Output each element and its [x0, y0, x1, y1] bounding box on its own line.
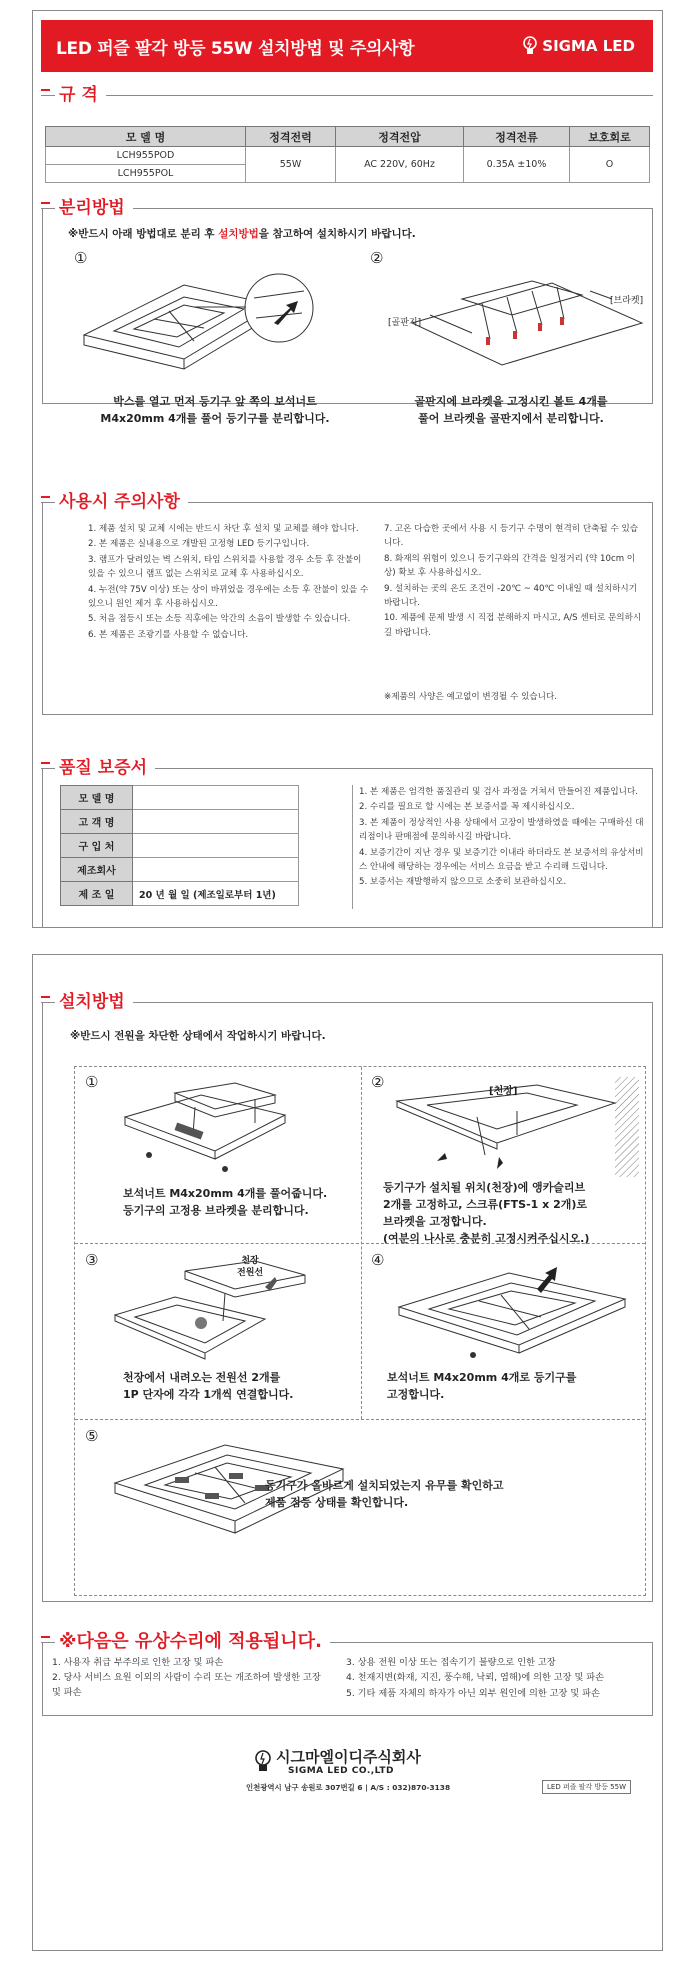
- repair-item: 1. 사용자 취급 부주의로 인한 고장 및 파손: [52, 1657, 224, 1668]
- model-cell: LCH955POD: [46, 147, 246, 165]
- cautions-list-right: [384, 522, 646, 641]
- install-step-4-illustration: [389, 1259, 639, 1364]
- separation-step-1-number: ①: [74, 249, 88, 267]
- separation-step-1-illustration: [74, 263, 356, 381]
- bracket-label: [브라켓]: [610, 296, 644, 306]
- spec-col-current: 정격전류: [464, 127, 570, 147]
- spec-row: [46, 147, 650, 165]
- install-step-5-number: ⑤: [85, 1427, 99, 1445]
- install-step-3-caption: 천장에서 내려오는 전원선 2개를 1P 단자에 각각 1개씩 연결합니다.: [123, 1371, 294, 1401]
- install-step-2-caption: 등기구가 설치될 위치(천장)에 앵카슬리브 2개를 고정하고, 스크류(FTS-1 x 2개)로 브라켓을 고정합니다. (여분의 나사로 충분히 고정시켜주십시오.): [383, 1181, 590, 1245]
- current-cell: 0.35A ±10%: [464, 147, 570, 183]
- install-step-1-illustration: [105, 1081, 305, 1179]
- warranty-row-label: 구 입 처: [61, 834, 133, 858]
- brand-logo: [522, 36, 635, 56]
- repair-item: 4. 천재지변(화재, 지진, 풍수해, 낙뢰, 염해)에 의한 고장 및 파손: [346, 1672, 605, 1684]
- warranty-row-value[interactable]: [133, 810, 299, 834]
- install-step-5-caption: 등기구가 올바르게 설치되었는지 유무를 확인하고 제품 점등 상태를 확인합니다.: [265, 1479, 504, 1509]
- cautions-list-left: [88, 522, 370, 643]
- separation-heading: 분리방법: [55, 196, 133, 220]
- caution-item: 6. 본 제품은 조광기를 사용할 수 없습니다.: [88, 629, 249, 640]
- warranty-term: 1. 본 제품은 엄격한 품질관리 및 검사 과정을 거쳐서 만들어진 제품입니다.: [359, 787, 638, 797]
- warranty-row: [61, 810, 299, 834]
- repair-list-left: [52, 1656, 328, 1701]
- board-label: [골판지]: [388, 318, 422, 328]
- separation-step-1-caption: 박스를 열고 먼저 등기구 앞 쪽의 보석너트 M4x20mm 4개를 풀어 등기구를 분리합니다.: [100, 395, 330, 425]
- brand-name: SIGMA LED: [542, 37, 635, 55]
- voltage-cell: AC 220V, 60Hz: [336, 147, 464, 183]
- bulb-icon: [522, 36, 538, 56]
- company-name-kr: 시그마엘이디주식회사: [276, 1748, 421, 1766]
- repair-item: 5. 기타 제품 자체의 하자가 아닌 외부 원인에 의한 고장 및 파손: [346, 1687, 600, 1699]
- caution-item: 3. 램프가 달려있는 벽 스위치, 타임 스위치를 사용할 경우 소등 후 잔불이 있을 수 있으니 램프 없는 스위치로 교체 후 사용하십시오.: [88, 554, 362, 580]
- separation-note: ※반드시 아래 방법대로 분리 후 설치방법을 참고하여 설치하시기 바랍니다.: [68, 228, 416, 240]
- separation-step-2-number: ②: [370, 249, 384, 267]
- warranty-row-label: 제 조 일: [61, 882, 133, 906]
- spec-col-voltage: 정격전압: [336, 127, 464, 147]
- caution-item: 8. 화재의 위험이 있으니 등기구와의 간격을 일정거리 (약 10cm 이상) 확보 후 사용하십시오.: [384, 553, 636, 579]
- warranty-terms: [352, 785, 648, 909]
- spec-col-protection: 보호회로: [570, 127, 650, 147]
- caution-item: 5. 처음 점등시 또는 소등 직후에는 악간의 소음이 발생할 수 있습니다.: [88, 614, 351, 625]
- company-bulb-icon: [254, 1750, 272, 1776]
- spec-section-header: [41, 83, 653, 108]
- install-step-1-caption: 보석너트 M4x20mm 4개를 풀어줍니다. 등기구의 고정용 브라켓을 분리합니다.: [123, 1187, 328, 1217]
- install-step-4-caption: 보석너트 M4x20mm 4개로 등기구를 고정합니다.: [387, 1371, 577, 1401]
- warranty-row: [61, 858, 299, 882]
- title-banner: [41, 20, 653, 72]
- warranty-term: 5. 보증서는 재발행하지 않으므로 소중히 보관하십시오.: [359, 877, 567, 888]
- warranty-row-label: 제조회사: [61, 858, 133, 882]
- power-cell: 55W: [246, 147, 336, 183]
- caution-item: 9. 설치하는 곳의 온도 조건이 -20℃ ~ 40℃ 이내일 때 설치하시기 바랍니다.: [384, 583, 638, 609]
- install-step-1-number: ①: [85, 1073, 99, 1091]
- cautions-heading: 사용시 주의사항: [55, 490, 188, 514]
- warranty-row-label: 고 객 명: [61, 810, 133, 834]
- install-heading: 설치방법: [55, 990, 133, 1014]
- install-step-3-number: ③: [85, 1251, 99, 1269]
- wire-label: 천장 전원선: [237, 1256, 264, 1278]
- page-title: LED 퍼즐 팔각 방등 55W 설치방법 및 주의사항: [56, 38, 415, 59]
- warranty-row: [61, 882, 299, 906]
- warranty-date-value[interactable]: 20 년 월 일 (제조일로부터 1년): [133, 882, 299, 906]
- product-tag: LED 퍼즐 팔각 방등 55W: [542, 1780, 631, 1794]
- warranty-row-value[interactable]: [133, 858, 299, 882]
- warranty-row-value[interactable]: [133, 786, 299, 810]
- model-cell: LCH955POL: [46, 165, 246, 183]
- warranty-term: 4. 보증기간이 지난 경우 및 보증기간 이내라 하더라도 본 보증서의 유상서비스 안내에 해당하는 경우에는 서비스 요금을 받고 수리해 드립니다.: [359, 847, 644, 873]
- ceiling-label: [천장]: [489, 1086, 518, 1097]
- warranty-row-label: 모 델 명: [61, 786, 133, 810]
- warranty-heading: 품질 보증서: [55, 756, 155, 780]
- caution-item: 10. 제품에 문제 발생 시 직접 분해하지 마시고, A/S 센터로 문의하시길 바랍니다.: [384, 613, 642, 638]
- install-step-4-number: ④: [371, 1251, 385, 1269]
- caution-item: 1. 제품 설치 및 교체 시에는 반드시 차단 후 설치 및 교체를 해야 합니다.: [88, 524, 359, 534]
- spec-header-row: [46, 127, 650, 147]
- warranty-row: [61, 786, 299, 810]
- caution-item: 7. 고온 다습한 곳에서 사용 시 등기구 수명이 현격히 단축될 수 있습니다.: [384, 524, 639, 549]
- repair-list-right: [346, 1656, 652, 1702]
- warranty-row: [61, 834, 299, 858]
- spec-table: [45, 126, 650, 183]
- warranty-row-value[interactable]: [133, 834, 299, 858]
- caution-item: 4. 누전(약 75V 이상) 또는 상이 바뀌었을 경우에는 소등 후 잔불이 있을 수 있으니 원인 제거 후 사용하십시오.: [88, 584, 369, 610]
- protection-cell: O: [570, 147, 650, 183]
- spec-heading: 규 격: [55, 83, 106, 107]
- company-name-en: SIGMA LED CO.,LTD: [288, 1766, 395, 1776]
- warranty-term: 2. 수리를 필요로 할 시에는 본 보증서를 꼭 제시하십시오.: [359, 802, 575, 813]
- repair-heading: ※다음은 유상수리에 적용됩니다.: [55, 1628, 330, 1656]
- separation-step-2-caption: 골판지에 브라켓을 고정시킨 볼트 4개를 풀어 브라켓을 골판지에서 분리합니다.: [414, 395, 608, 425]
- caution-item: 2. 본 제품은 실내용으로 개발된 고정형 LED 등기구입니다.: [88, 539, 310, 550]
- cautions-footnote: ※제품의 사양은 예고없이 변경될 수 있습니다.: [384, 692, 558, 702]
- repair-item: 3. 상용 전원 이상 또는 접속기기 불량으로 인한 고장: [346, 1657, 556, 1668]
- repair-item: 2. 당사 서비스 요원 이외의 사람이 수리 또는 개조하여 발생한 고장 및 파손: [52, 1672, 321, 1698]
- page-two: [32, 954, 663, 1951]
- spec-col-power: 정격전력: [246, 127, 336, 147]
- warranty-term: 3. 본 제품이 정상적인 사용 상태에서 고장이 발생하였을 때에는 구매하신 대리점이나 판매점에 문의하시길 바랍니다.: [359, 817, 644, 843]
- company-address: 인천광역시 남구 송원로 307번길 6 | A/S : 032)870-3138: [246, 1783, 451, 1792]
- install-note: ※반드시 전원을 차단한 상태에서 작업하시기 바랍니다.: [70, 1030, 326, 1042]
- install-step-2-number: ②: [371, 1073, 385, 1091]
- spec-col-model: 모 델 명: [46, 127, 246, 147]
- company-footer: [32, 1744, 663, 1804]
- install-step-3-illustration: [105, 1257, 325, 1362]
- warranty-table: [60, 785, 299, 906]
- page-one: [32, 10, 663, 928]
- install-steps-grid: [74, 1066, 646, 1596]
